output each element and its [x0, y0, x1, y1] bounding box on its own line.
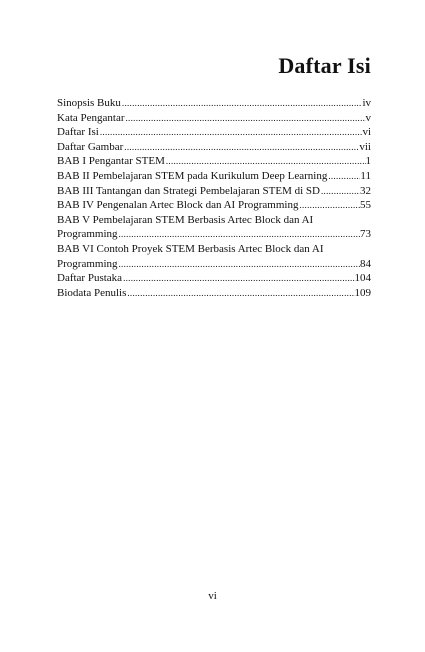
toc-entry [57, 111, 371, 126]
toc-leader-dots [126, 111, 366, 126]
toc-entry-page: 55 [360, 199, 371, 212]
toc-entry-label: Daftar Gambar [57, 140, 124, 153]
toc-entry [57, 140, 371, 155]
toc-leader-dots [127, 286, 354, 301]
toc-entry-page: 109 [354, 286, 371, 299]
page-title: Daftar Isi [278, 53, 371, 78]
toc-entry [57, 169, 371, 184]
toc-entry-label: BAB I Pengantar STEM [57, 155, 165, 168]
toc-leader-dots [122, 96, 363, 111]
toc-entry-label: Kata Pengantar [57, 111, 125, 124]
toc-entry-page: 32 [360, 184, 371, 197]
toc-entry-page: 11 [360, 169, 371, 182]
toc-leader-dots [166, 154, 366, 169]
toc-entry [57, 96, 371, 111]
toc-entry [57, 242, 371, 271]
toc-entry [57, 271, 371, 286]
toc-entry [57, 198, 371, 213]
toc-entry-page: v [365, 111, 371, 124]
toc-entry-page: iv [362, 97, 371, 109]
toc-leader-dots [299, 198, 360, 213]
toc-entry-label-line1: BAB V Pembelajaran STEM Berbasis Artec Block dan AI [57, 213, 314, 226]
toc-leader-dots [321, 184, 360, 199]
page-number: vi [208, 590, 217, 602]
toc-entry [57, 125, 371, 140]
toc-entry-page: 1 [365, 155, 371, 168]
table-of-contents [57, 96, 371, 300]
toc-entry-page: vi [362, 126, 371, 139]
toc-entry-page: vii [359, 140, 371, 153]
toc-entry [57, 184, 371, 199]
toc-entry [57, 154, 371, 169]
toc-entry-label: Daftar Isi [57, 126, 99, 139]
toc-leader-dots [124, 140, 359, 155]
toc-leader-dots [119, 257, 361, 272]
toc-leader-dots [123, 271, 354, 286]
toc-entry-label: Sinopsis Buku [57, 97, 121, 109]
toc-entry-page: 73 [360, 228, 371, 241]
toc-entry-label-line2: Programming [57, 228, 118, 241]
toc-entry-label: Biodata Penulis [57, 286, 127, 299]
toc-leader-dots [328, 169, 360, 184]
toc-entry [57, 286, 371, 301]
toc-entry-label: BAB II Pembelajaran STEM pada Kurikulum Deep Learning [57, 169, 328, 182]
toc-leader-dots [100, 125, 363, 140]
toc-entry-label-line1: BAB VI Contoh Proyek STEM Berbasis Artec Block dan AI [57, 242, 324, 255]
toc-entry-label: BAB IV Pengenalan Artec Block dan AI Programming [57, 199, 299, 212]
toc-entry-label: BAB III Tantangan dan Strategi Pembelajaran STEM di SD [57, 184, 320, 197]
toc-entry-label: Daftar Pustaka [57, 272, 123, 285]
toc-entry [57, 213, 371, 242]
toc-entry-page: 104 [354, 272, 371, 285]
toc-entry-page: 84 [360, 257, 371, 270]
toc-leader-dots [119, 227, 361, 242]
toc-entry-label-line2: Programming [57, 257, 118, 270]
